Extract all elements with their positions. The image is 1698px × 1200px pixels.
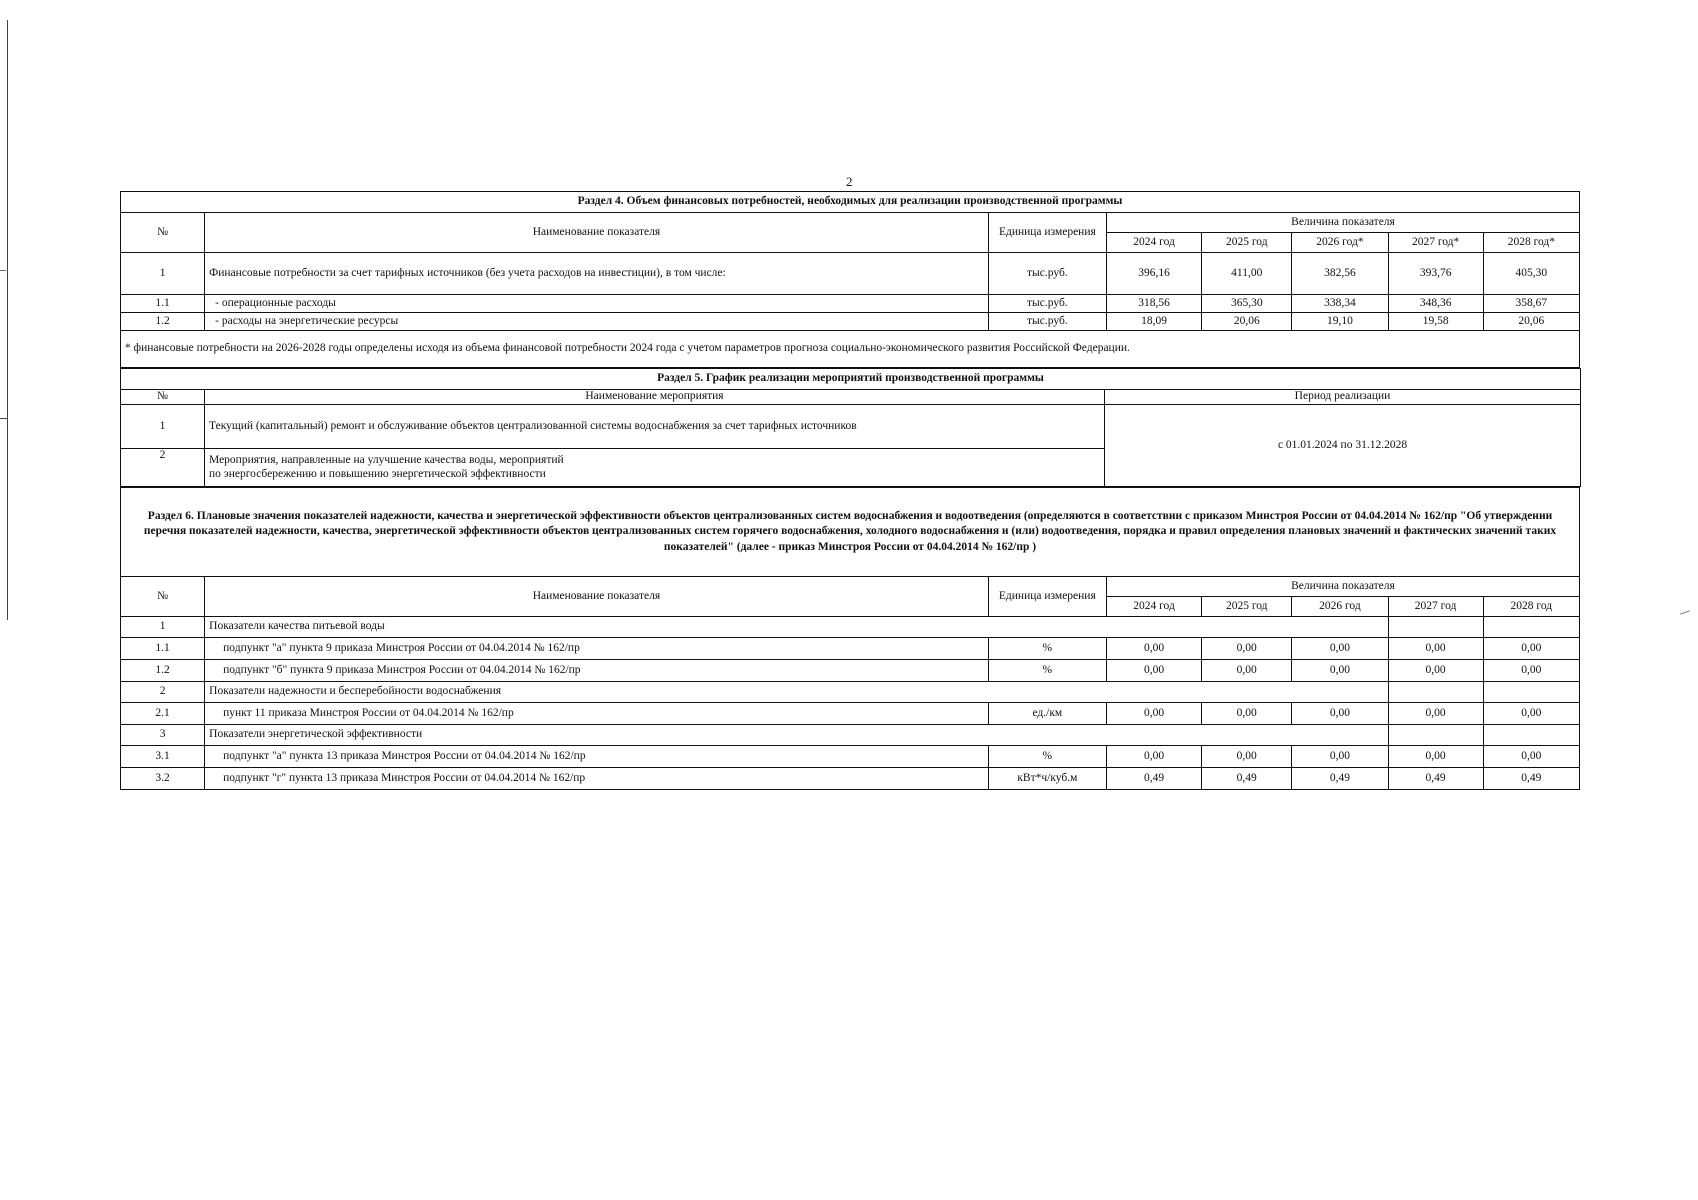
row-name-line: по энергосбережению и повышению энергетической эффективности <box>209 467 546 480</box>
row-num: 1.1 <box>121 638 205 660</box>
col-header-year: 2028 год* <box>1483 233 1579 253</box>
row-value: 0,00 <box>1388 746 1483 768</box>
section6-title: Раздел 6. Плановые значения показателей надежности, качества и энергетической эффективности объектов централизованных систем водоснабжения и водоотведения (определяются в соответствии с приказом Минстроя России от 04.04.2014 № 162/пр "Об утверждении перечня показателей надежности, качества, энергетической эффективности объектов централизованных систем горячего водоснабжения, холодного водоснабжения и (или) водоотведения, порядка и правил определения плановых значений и фактических значений таких показателей" (далее - приказ Минстроя России от 04.04.2014 № 162/пр ) <box>121 488 1580 577</box>
col-header-year: 2026 год* <box>1292 233 1388 253</box>
row-unit: % <box>988 660 1106 682</box>
row-value: 0,49 <box>1292 768 1388 790</box>
row-value: 18,09 <box>1106 313 1201 331</box>
row-name: подпункт "а" пункта 9 приказа Минстроя России от 04.04.2014 № 162/пр <box>205 638 989 660</box>
row-value: 0,00 <box>1202 703 1292 725</box>
section5-table <box>120 368 1581 487</box>
row-value: 20,06 <box>1483 313 1579 331</box>
scan-edge-line <box>7 20 8 620</box>
col-header-year: 2026 год <box>1292 597 1388 617</box>
row-unit: % <box>988 746 1106 768</box>
col-header-num: № <box>121 213 205 253</box>
table-row <box>121 313 1580 331</box>
row-value: 0,00 <box>1202 638 1292 660</box>
row-num: 1.2 <box>121 660 205 682</box>
row-unit: тыс.руб. <box>988 313 1106 331</box>
row-num: 3.1 <box>121 746 205 768</box>
row-name: Финансовые потребности за счет тарифных источников (без учета расходов на инвестиции), в том числе: <box>205 253 989 295</box>
col-header-value-group: Величина показателя <box>1106 213 1579 233</box>
scan-edge-tick <box>0 418 8 419</box>
section4-title: Раздел 4. Объем финансовых потребностей, необходимых для реализации производственной программы <box>121 192 1580 213</box>
scan-edge-tick <box>0 270 6 271</box>
row-value: 348,36 <box>1388 295 1483 313</box>
empty-cell <box>1388 725 1483 746</box>
group-num: 3 <box>121 725 205 746</box>
col-header-name: Наименование мероприятия <box>205 390 1105 405</box>
col-header-year: 2027 год* <box>1388 233 1483 253</box>
col-header-name: Наименование показателя <box>205 213 989 253</box>
table-row <box>121 768 1580 790</box>
col-header-year: 2025 год <box>1202 233 1292 253</box>
row-value: 0,00 <box>1292 703 1388 725</box>
row-value: 0,49 <box>1483 768 1579 790</box>
section6-table <box>120 487 1580 790</box>
row-value: 0,49 <box>1106 768 1201 790</box>
row-num: 1 <box>121 253 205 295</box>
row-value: 411,00 <box>1202 253 1292 295</box>
col-header-unit: Единица измерения <box>988 577 1106 617</box>
row-unit: кВт*ч/куб.м <box>988 768 1106 790</box>
page-number: 2 <box>846 174 853 189</box>
col-header-year: 2024 год <box>1106 233 1201 253</box>
row-value: 338,34 <box>1292 295 1388 313</box>
row-value: 0,00 <box>1202 660 1292 682</box>
row-value: 0,00 <box>1292 660 1388 682</box>
row-num: 2 <box>121 449 205 487</box>
row-value: 0,00 <box>1202 746 1292 768</box>
section4-footnote: * финансовые потребности на 2026-2028 годы определены исходя из объема финансовой потребности 2024 года с учетом параметров прогноза социально-экономического развития Российской Федерации. <box>121 331 1580 368</box>
row-name: - операционные расходы <box>205 295 989 313</box>
row-name: - расходы на энергетические ресурсы <box>205 313 989 331</box>
row-unit: % <box>988 638 1106 660</box>
row-name: подпункт "б" пункта 9 приказа Минстроя России от 04.04.2014 № 162/пр <box>205 660 989 682</box>
group-row <box>121 725 1580 746</box>
row-value: 0,00 <box>1483 660 1579 682</box>
empty-cell <box>1483 725 1579 746</box>
row-name <box>205 449 1105 487</box>
row-value: 0,00 <box>1106 746 1201 768</box>
row-unit: тыс.руб. <box>988 253 1106 295</box>
row-num: 1 <box>121 405 205 449</box>
table-row <box>121 746 1580 768</box>
row-value: 393,76 <box>1388 253 1483 295</box>
empty-cell <box>1483 617 1579 638</box>
empty-cell <box>1483 682 1579 703</box>
table-row <box>121 660 1580 682</box>
col-header-period: Период реализации <box>1105 390 1581 405</box>
row-value: 0,00 <box>1106 638 1201 660</box>
row-value: 405,30 <box>1483 253 1579 295</box>
group-row <box>121 682 1580 703</box>
row-value: 0,49 <box>1202 768 1292 790</box>
scan-mark <box>1680 610 1690 614</box>
row-value: 20,06 <box>1202 313 1292 331</box>
row-value: 382,56 <box>1292 253 1388 295</box>
period-value: с 01.01.2024 по 31.12.2028 <box>1105 405 1581 487</box>
section5-title: Раздел 5. График реализации мероприятий производственной программы <box>121 369 1581 390</box>
row-value: 358,67 <box>1483 295 1579 313</box>
row-value: 318,56 <box>1106 295 1201 313</box>
empty-cell <box>1388 617 1483 638</box>
row-value: 19,10 <box>1292 313 1388 331</box>
group-row <box>121 617 1580 638</box>
row-name: подпункт "а" пункта 13 приказа Минстроя России от 04.04.2014 № 162/пр <box>205 746 989 768</box>
col-header-num: № <box>121 390 205 405</box>
empty-cell <box>1388 682 1483 703</box>
row-value: 365,30 <box>1202 295 1292 313</box>
section4-table <box>120 191 1580 368</box>
group-num: 1 <box>121 617 205 638</box>
table-row <box>121 703 1580 725</box>
row-value: 396,16 <box>1106 253 1201 295</box>
row-value: 0,00 <box>1292 638 1388 660</box>
row-value: 0,00 <box>1106 703 1201 725</box>
row-name: Текущий (капитальный) ремонт и обслуживание объектов централизованной системы водоснабжения за счет тарифных источников <box>205 405 1105 449</box>
col-header-year: 2024 год <box>1106 597 1201 617</box>
table-row <box>121 638 1580 660</box>
row-value: 0,00 <box>1483 703 1579 725</box>
group-num: 2 <box>121 682 205 703</box>
row-num: 1.1 <box>121 295 205 313</box>
row-value: 0,00 <box>1292 746 1388 768</box>
row-name-line: Мероприятия, направленные на улучшение качества воды, мероприятий <box>209 453 564 466</box>
col-header-year: 2027 год <box>1388 597 1483 617</box>
row-num: 3.2 <box>121 768 205 790</box>
col-header-value-group: Величина показателя <box>1106 577 1579 597</box>
col-header-year: 2028 год <box>1483 597 1579 617</box>
col-header-name: Наименование показателя <box>205 577 989 617</box>
row-num: 1.2 <box>121 313 205 331</box>
row-value: 0,00 <box>1388 638 1483 660</box>
row-value: 0,00 <box>1388 703 1483 725</box>
row-value: 19,58 <box>1388 313 1483 331</box>
table-row <box>121 405 1581 449</box>
row-num: 2.1 <box>121 703 205 725</box>
row-unit: ед./км <box>988 703 1106 725</box>
col-header-unit: Единица измерения <box>988 213 1106 253</box>
col-header-year: 2025 год <box>1202 597 1292 617</box>
row-unit: тыс.руб. <box>988 295 1106 313</box>
group-name: Показатели энергетической эффективности <box>205 725 1388 746</box>
row-value: 0,00 <box>1388 660 1483 682</box>
row-name: подпункт "г" пункта 13 приказа Минстроя России от 04.04.2014 № 162/пр <box>205 768 989 790</box>
row-value: 0,00 <box>1483 746 1579 768</box>
group-name: Показатели качества питьевой воды <box>205 617 1388 638</box>
table-row <box>121 253 1580 295</box>
col-header-num: № <box>121 577 205 617</box>
row-value: 0,49 <box>1388 768 1483 790</box>
row-value: 0,00 <box>1483 638 1579 660</box>
document-body <box>120 191 1580 790</box>
group-name: Показатели надежности и бесперебойности водоснабжения <box>205 682 1388 703</box>
row-name: пункт 11 приказа Минстроя России от 04.04.2014 № 162/пр <box>205 703 989 725</box>
row-value: 0,00 <box>1106 660 1201 682</box>
table-row <box>121 295 1580 313</box>
